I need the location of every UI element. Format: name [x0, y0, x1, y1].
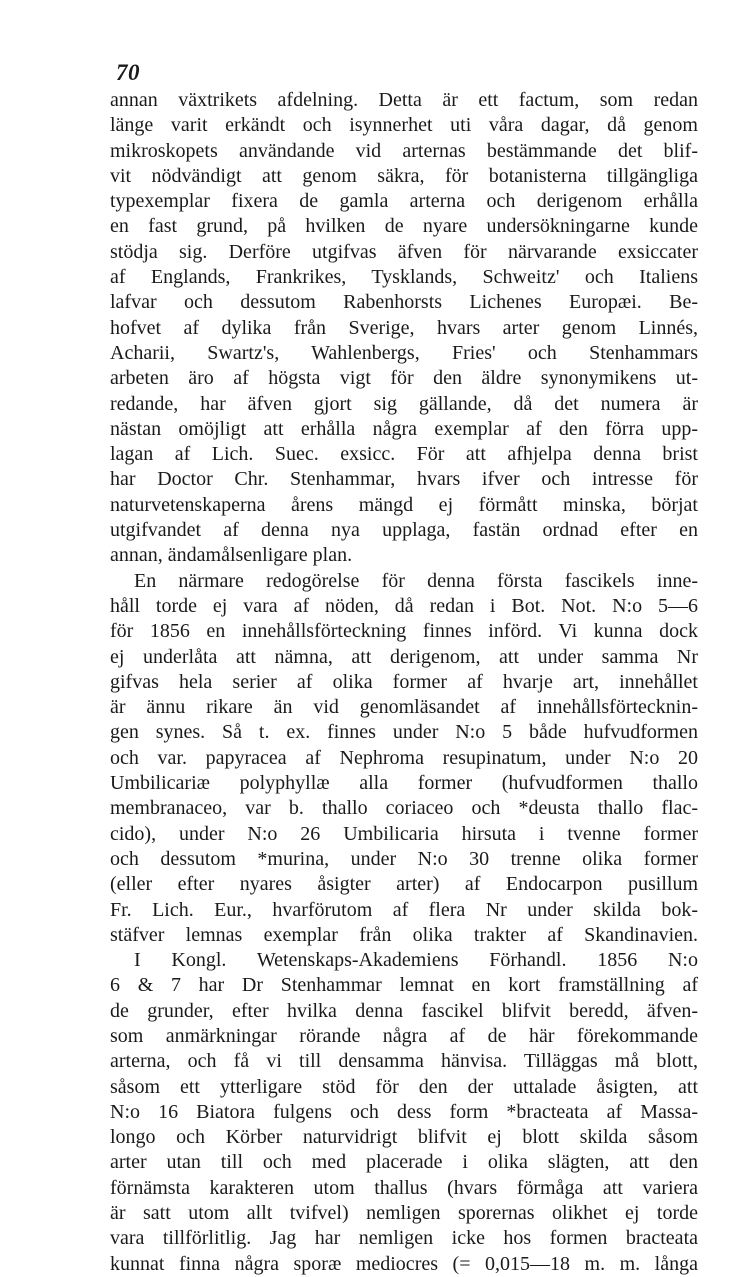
text-line: och var. papyracea af Nephroma resupinatum, under N:o 20	[110, 746, 698, 769]
text-line: af Englands, Frankrikes, Tysklands, Schweitz' och Italiens	[110, 266, 698, 289]
text-line: är ännu rikare än vid genomläsandet af innehållsförtecknin-	[110, 696, 698, 719]
text-line: håll torde ej vara af nöden, då redan i Bot. Not. N:o 5—6	[110, 594, 698, 617]
text-line: stödja sig. Derföre utgifvas äfven för närvarande exsiccater	[110, 240, 698, 263]
text-line: länge varit erkändt och isynnerhet uti våra dagar, då genom	[110, 114, 698, 137]
text-line: ej underlåta att nämna, att derigenom, att under samma Nr	[110, 645, 698, 668]
page-number: 70	[116, 60, 140, 85]
text-line: förnämsta karakteren utom thallus (hvars förmåga att variera	[110, 1176, 698, 1199]
text-line: för 1856 en innehållsförteckning finnes införd. Vi kunna dock	[110, 620, 698, 643]
text-line: stäfver lemnas exemplar från olika trakter af Skandinavien.	[110, 923, 698, 946]
text-line: gifvas hela serier af olika former af hvarje art, innehållet	[110, 670, 698, 693]
text-line: och dessutom *murina, under N:o 30 trenne olika former	[110, 847, 698, 870]
text-line: cido), under N:o 26 Umbilicaria hirsuta i tvenne former	[110, 822, 698, 845]
text-line: mikroskopets användande vid arternas bestämmande det blif-	[110, 139, 698, 162]
text-line: Acharii, Swartz's, Wahlenbergs, Fries' och Stenhammars	[110, 341, 698, 364]
text-line: lagan af Lich. Suec. exsicc. För att afhjelpa denna brist	[110, 443, 698, 466]
text-line: redande, har äfven gjort sig gällande, då det numera är	[110, 392, 698, 415]
text-line: Fr. Lich. Eur., hvarförutom af flera Nr under skilda bok-	[110, 898, 698, 921]
text-line: vara tillförlitlig. Jag har nemligen icke hos formen bracteata	[110, 1227, 698, 1250]
text-line: kunnat finna några sporæ mediocres (= 0,015—18 m. m. långa	[110, 1252, 698, 1275]
text-line: En närmare redogörelse för denna första fascikels inne-	[134, 569, 698, 592]
text-line: som anmärkningar rörande några af de här förekommande	[110, 1024, 698, 1047]
text-line: är satt utom allt tvifvel) nemligen sporernas olikhet ej torde	[110, 1202, 698, 1225]
text-line: arbeten äro af högsta vigt för den äldre synonymikens ut-	[110, 367, 698, 390]
text-line: longo och Körber naturvidrigt blifvit ej blott skilda såsom	[110, 1126, 698, 1149]
text-line: arter utan till och med placerade i olika slägten, att den	[110, 1151, 698, 1174]
text-line: lafvar och dessutom Rabenhorsts Lichenes Europæi. Be-	[110, 291, 698, 314]
text-line: 6 & 7 har Dr Stenhammar lemnat en kort framställning af	[110, 974, 698, 997]
text-line: vit nödvändigt att genom säkra, för botanisterna tillgängliga	[110, 164, 698, 187]
text-line: naturvetenskaperna årens mängd ej förmått minska, börjat	[110, 493, 698, 516]
text-line: Umbilicariæ polyphyllæ alla former (hufvudformen thallo	[110, 772, 698, 795]
text-line: arterna, och få vi till densamma hänvisa. Tilläggas må blott,	[110, 1050, 698, 1073]
body-text	[110, 88, 698, 1277]
text-line: nästan omöjligt att erhålla några exemplar af den förra upp-	[110, 417, 698, 440]
text-line: annan växtrikets afdelning. Detta är ett factum, som redan	[110, 89, 698, 111]
text-line: utgifvandet af denna nya upplaga, fastän ordnad efter en	[110, 519, 698, 542]
text-line: såsom ett ytterligare stöd för den der uttalade åsigten, att	[110, 1075, 698, 1098]
text-line: typexemplar fixera de gamla arterna och derigenom erhålla	[110, 190, 698, 213]
text-line: (eller efter nyares åsigter arter) af Endocarpon pusillum	[110, 873, 698, 896]
text-line: de grunder, efter hvilka denna fascikel blifvit beredd, äfven-	[110, 999, 698, 1022]
text-line: har Doctor Chr. Stenhammar, hvars ifver och intresse för	[110, 468, 698, 491]
text-line: membranaceo, var b. thallo coriaceo och *deusta thallo flac-	[110, 797, 698, 820]
text-line: annan, ändamålsenligare plan.	[110, 544, 353, 567]
text-line: I Kongl. Wetenskaps-Akademiens Förhandl. 1856 N:o	[134, 949, 698, 972]
text-line: gen synes. Så t. ex. finnes under N:o 5 både hufvudformen	[110, 721, 698, 744]
text-line: en fast grund, på hvilken de nyare undersökningarne kunde	[110, 215, 698, 238]
text-line: hofvet af dylika från Sverige, hvars arter genom Linnés,	[110, 316, 698, 339]
text-line: N:o 16 Biatora fulgens och dess form *bracteata af Massa-	[110, 1100, 698, 1123]
